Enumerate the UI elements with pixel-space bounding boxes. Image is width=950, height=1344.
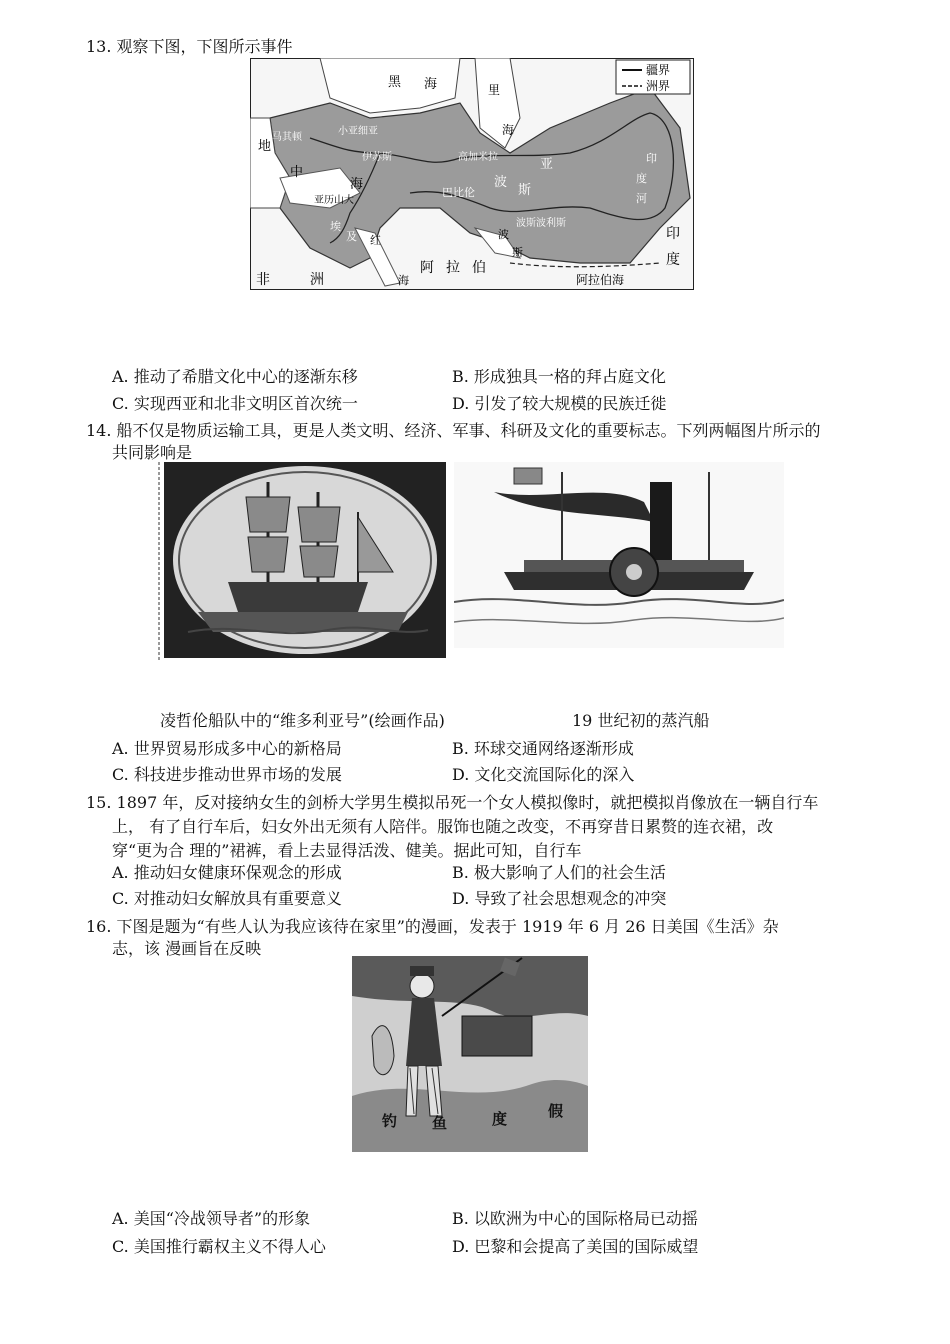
q15-stem-line2: 上， 有了自行车后，妇女外出无须有人陪伴。服饰也随之改变，不再穿昔日累赘的连衣裙，改	[112, 817, 774, 836]
map-label-africa-2: 洲	[310, 272, 324, 288]
q14-option-a: A. 世界贸易形成多中心的新格局	[112, 739, 342, 758]
map-label-med-1: 地	[258, 139, 272, 154]
cartoon-caption-3: 度	[492, 1110, 508, 1128]
q15-option-c: C. 对推动妇女解放具有重要意义	[112, 889, 342, 908]
map-label-caspian-2: 海	[502, 123, 515, 137]
victoria-ship-engraving	[158, 462, 446, 662]
map-label-indus-1: 印	[646, 152, 657, 165]
q13-option-d: D. 引发了较大规模的民族迁徙	[452, 394, 667, 413]
map-label-alexandria: 亚历山大	[314, 195, 354, 206]
cartoon-caption-4: 假	[548, 1102, 564, 1120]
map-label-gulf-2: 斯	[512, 246, 523, 259]
map-label-india-1: 印	[666, 226, 680, 242]
map-label-macedonia: 马其顿	[272, 132, 302, 143]
map-label-arabia-2: 拉	[446, 260, 460, 276]
map-label-caspian-1: 里	[488, 83, 501, 97]
map-label-med-2: 中	[290, 165, 304, 180]
map-label-africa-1: 非	[256, 272, 270, 288]
map-label-red-sea-1: 红	[370, 234, 381, 247]
cartoon-caption-2: 鱼	[432, 1114, 448, 1132]
map-label-persia-1: 波	[494, 175, 508, 190]
q16-option-a: A. 美国“冷战领导者”的形象	[112, 1209, 311, 1228]
map-label-india-2: 度	[666, 252, 680, 268]
q14-option-c: C. 科技进步推动世界市场的发展	[112, 765, 342, 784]
cartoon-caption-1: 钓	[382, 1112, 398, 1130]
map-label-indus-2: 度	[636, 172, 647, 185]
q16-option-c: C. 美国推行霸权主义不得人心	[112, 1237, 326, 1256]
q14-stem-line1: 14. 船不仅是物质运输工具，更是人类文明、经济、军事、科研及文化的重要标志。下列两幅图片所示的	[86, 421, 821, 440]
map-label-persia-2: 斯	[518, 183, 532, 198]
q14-option-d: D. 文化交流国际化的深入	[452, 765, 635, 784]
map-label-issus: 伊苏斯	[362, 152, 392, 163]
q13-option-a: A. 推动了希腊文化中心的逐渐东移	[112, 367, 358, 386]
q14-stem-line2: 共同影响是	[112, 443, 193, 462]
q14-caption-right: 19 世纪初的蒸汽船	[572, 711, 710, 730]
q14-option-b: B. 环球交通网络逐渐形成	[452, 739, 634, 758]
q15-option-d: D. 导致了社会思想观念的冲突	[452, 889, 667, 908]
map-legend-continent: 洲界	[646, 79, 671, 93]
q14-caption-left: 凌哲伦船队中的“维多利亚号”(绘画作品)	[160, 711, 445, 730]
steamship-illustration	[454, 462, 784, 648]
map-label-gulf-1: 波	[498, 228, 509, 241]
map-label-med-3: 海	[350, 177, 364, 192]
q13-option-b: B. 形成独具一格的拜占庭文化	[452, 367, 666, 386]
q16-option-d: D. 巴黎和会提高了美国的国际威望	[452, 1237, 699, 1256]
map-label-ya: 亚	[540, 157, 554, 172]
q16-option-b: B. 以欧洲为中心的国际格局已动摇	[452, 1209, 698, 1228]
q15-option-a: A. 推动妇女健康环保观念的形成	[112, 863, 342, 882]
q15-stem-line1: 15. 1897 年，反对接纳女生的剑桥大学男生模拟吊死一个女人模拟像时，就把模拟肖像放在一辆自行车	[86, 793, 819, 812]
q13-option-c: C. 实现西亚和北非文明区首次统一	[112, 394, 358, 413]
map-label-red-sea-2: 海	[398, 274, 409, 287]
map-label-black-sea-2: 海	[424, 77, 438, 92]
map-label-persepolis: 波斯波利斯	[516, 218, 566, 229]
map-label-arabian-sea: 阿拉伯海	[576, 273, 625, 287]
map-label-black-sea-1: 黑	[388, 75, 402, 90]
alexander-campaign-map	[250, 58, 694, 290]
q15-option-b: B. 极大影响了人们的社会生活	[452, 863, 666, 882]
map-label-arabia-1: 阿	[420, 260, 434, 276]
map-legend-border: 疆界	[646, 63, 671, 77]
q15-stem-line3: 穿“更为合 理的”裙裤，看上去显得活泼、健美。据此可知，自行车	[112, 841, 582, 860]
map-label-egypt-2: 及	[346, 230, 357, 243]
map-label-egypt-1: 埃	[330, 220, 341, 233]
map-label-asia-minor: 小亚细亚	[338, 126, 378, 137]
q16-stem-line1: 16. 下图是题为“有些人认为我应该待在家里”的漫画，发表于 1919 年 6 月 26 日美国《生活》杂	[86, 917, 779, 936]
q16-stem-line2: 志，该 漫画旨在反映	[112, 939, 262, 958]
q13-stem: 13. 观察下图，下图所示事件	[86, 37, 293, 56]
map-label-gaugamela: 高加米拉	[458, 152, 498, 163]
map-label-babylon: 巴比伦	[442, 186, 475, 199]
map-label-arabia-3: 伯	[472, 260, 486, 276]
map-label-indus-3: 河	[636, 192, 647, 205]
uncle-sam-cartoon	[352, 956, 588, 1152]
